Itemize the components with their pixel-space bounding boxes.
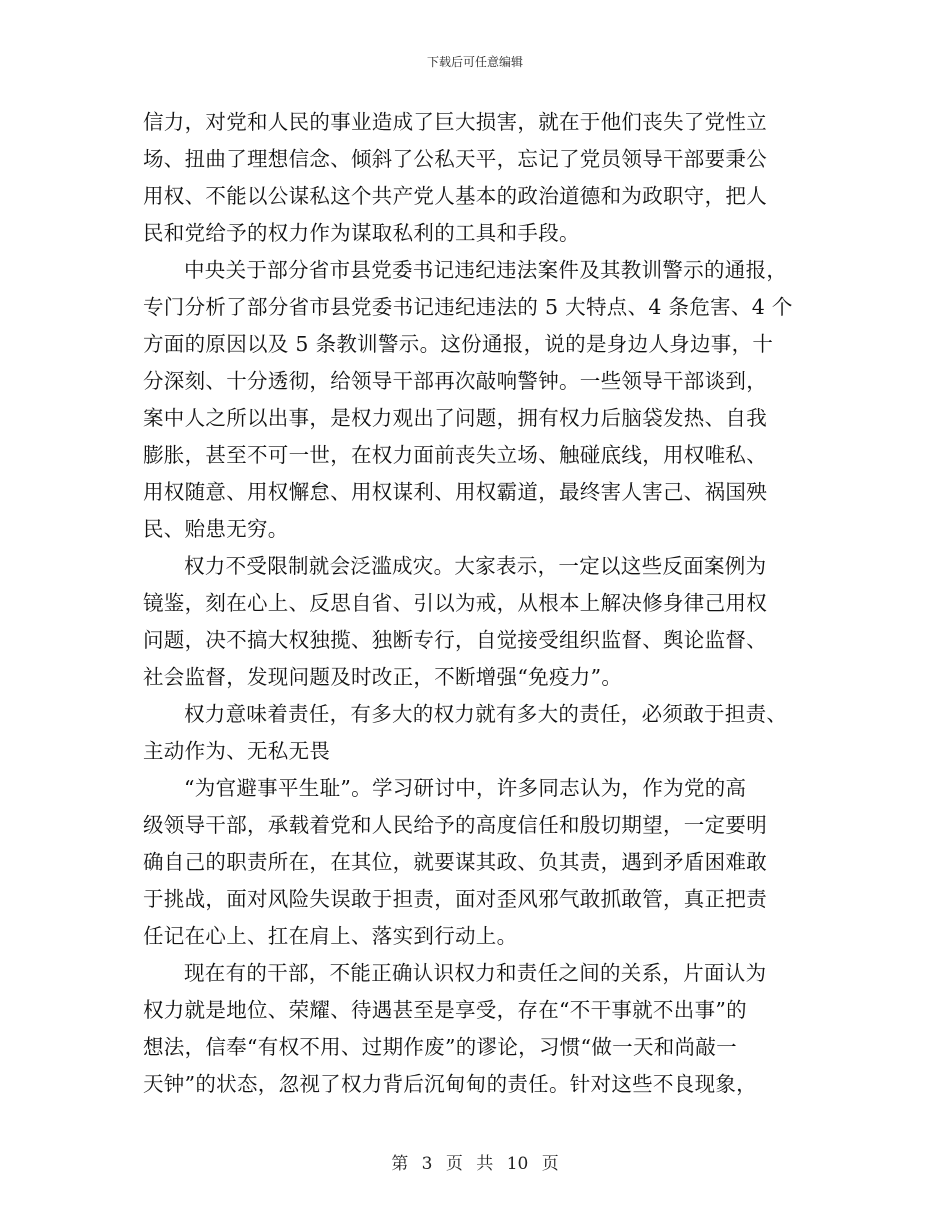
paragraph: [143, 104, 813, 252]
text-line: 用权随意、用权懈怠、用权谋利、用权霸道，最终害人害己、祸国殃: [143, 480, 767, 504]
text-line: 想法，信奉“有权不用、过期作废”的谬论，习惯“做一天和尚敲一: [143, 1035, 737, 1059]
text-line: 天钟”的状态，忽视了权力背后沉甸甸的责任。针对这些不良现象，: [143, 1072, 757, 1096]
text-line: 于挑战，面对风险失误敢于担责，面对歪风邪气敢抓敢管，真正把责: [143, 887, 767, 911]
text-line: 现在有的干部，不能正确认识权力和责任之间的关系，片面认为: [184, 961, 767, 985]
paragraph: [143, 770, 813, 955]
text-line: 确自己的职责所在，在其位，就要谋其政、负其责，遇到矛盾困难敢: [143, 850, 767, 874]
text-line: 方面的原因以及 5 条教训警示。这份通报，说的是身边人身边事，十: [143, 332, 774, 356]
page-number: 第 3 页 共 10 页: [391, 1154, 559, 1174]
text-line: 任记在心上、扛在肩上、落实到行动上。: [143, 924, 518, 948]
text-line: 专门分析了部分省市县党委书记违纪违法的 5 大特点、4 条危害、4 个: [143, 295, 793, 319]
paragraph: [143, 252, 813, 548]
text-line: 权力就是地位、荣耀、待遇甚至是享受，存在“不干事就不出事”的: [143, 998, 747, 1022]
page-footer: [0, 1153, 950, 1175]
text-line: 镜鉴，刻在心上、反思自省、引以为戒，从根本上解决修身律己用权: [143, 591, 767, 615]
text-line: 分深刻、十分透彻，给领导干部再次敲响警钟。一些领导干部谈到，: [143, 369, 767, 393]
paragraph: [143, 696, 813, 770]
text-line: 权力意味着责任，有多大的权力就有多大的责任，必须敢于担责、: [184, 702, 788, 726]
document-body: [143, 104, 813, 1103]
text-line: 场、扭曲了理想信念、倾斜了公私天平，忘记了党员领导干部要秉公: [143, 147, 767, 171]
paragraph: [143, 548, 813, 696]
text-line: “为官避事平生耻”。学习研讨中，许多同志认为，作为党的高: [184, 776, 747, 800]
page-header: [0, 54, 950, 70]
header-note: 下载后可任意编辑: [426, 55, 523, 69]
text-line: 案中人之所以出事，是权力观出了问题，拥有权力后脑袋发热、自我: [143, 406, 767, 430]
text-line: 中央关于部分省市县党委书记违纪违法案件及其教训警示的通报，: [184, 258, 788, 282]
text-line: 级领导干部，承载着党和人民给予的高度信任和殷切期望，一定要明: [143, 813, 767, 837]
text-line: 社会监督，发现问题及时改正，不断增强“免疫力”。: [143, 665, 623, 689]
text-line: 用权、不能以公谋私这个共产党人基本的政治道德和为政职守，把人: [143, 184, 767, 208]
text-line: 民和党给予的权力作为谋取私利的工具和手段。: [143, 221, 580, 245]
text-line: 民、贻患无穷。: [143, 517, 289, 541]
text-line: 膨胀，甚至不可一世，在权力面前丧失立场、触碰底线，用权唯私、: [143, 443, 767, 467]
text-line: 问题，决不搞大权独揽、独断专行，自觉接受组织监督、舆论监督、: [143, 628, 767, 652]
paragraph: [143, 955, 813, 1103]
text-line: 主动作为、无私无畏: [143, 739, 331, 763]
text-line: 权力不受限制就会泛滥成灾。大家表示，一定以这些反面案例为: [184, 554, 767, 578]
text-line: 信力，对党和人民的事业造成了巨大损害，就在于他们丧失了党性立: [143, 110, 767, 134]
